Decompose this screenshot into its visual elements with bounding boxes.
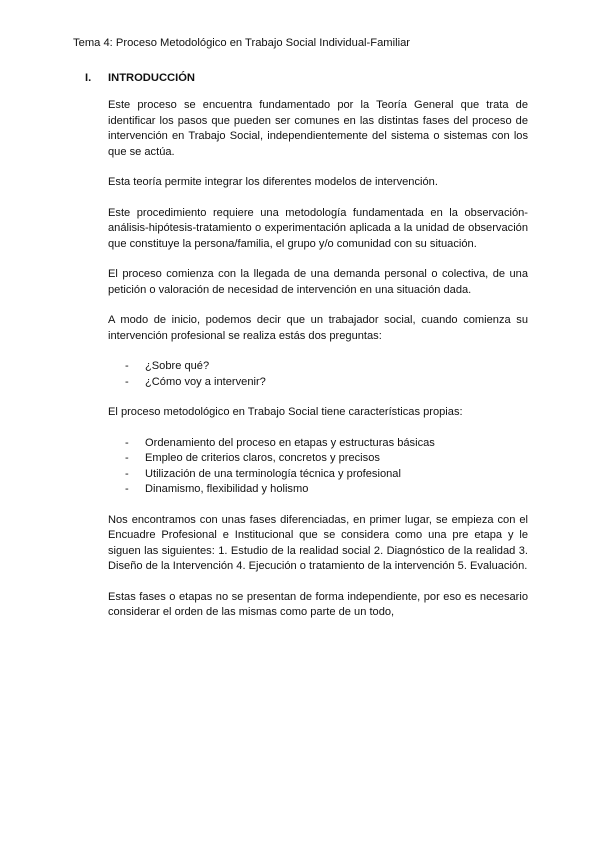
list-item	[108, 467, 528, 483]
dash-bullet: -	[125, 483, 129, 495]
list-item	[108, 375, 528, 391]
questions-list	[108, 359, 528, 390]
list-item	[108, 359, 528, 375]
paragraph-7: Nos encontramos con unas fases diferenciadas, en primer lugar, se empieza con el Encuadre Profesional e Institucional que se considera como una pre etapa y le siguen las siguientes: 1. Estudio de la realidad social 2. Diagnóstico de la realidad 3. Diseño de la Intervención 4. Ejecución o tratamiento de la intervención 5. Evaluación.	[108, 513, 528, 572]
paragraph-3: Este procedimiento requiere una metodología fundamentada en la observación-análisis-hipótesis-tratamiento o experimentación aplicada a la unidad de observación que constituye la persona/familia, el grupo y/o comunidad con su situación.	[108, 206, 528, 250]
dash-bullet: -	[125, 436, 129, 449]
dash-bullet: -	[125, 467, 129, 480]
paragraph-6: El proceso metodológico en Trabajo Social tiene características propias:	[108, 406, 463, 418]
list-item-text: Empleo de criterios claros, concretos y precisos	[145, 452, 380, 464]
section-title: INTRODUCCIÓN	[108, 72, 196, 84]
dash-bullet: -	[125, 452, 129, 464]
list-item-text: Utilización de una terminología técnica y profesional	[145, 467, 401, 480]
paragraph-8: Estas fases o etapas no se presentan de forma independiente, por eso es necesario considerar el orden de las mismas como parte de un todo,	[108, 590, 528, 618]
paragraph-4: El proceso comienza con la llegada de una demanda personal o colectiva, de una petición o valoración de necesidad de intervención en una situación dada.	[108, 268, 528, 296]
section-heading	[85, 71, 195, 85]
dash-bullet: -	[125, 375, 129, 388]
list-item	[108, 451, 528, 467]
list-item-text: Ordenamiento del proceso en etapas y estructuras básicas	[145, 436, 435, 449]
paragraph-5: A modo de inicio, podemos decir que un trabajador social, cuando comienza su intervención profesional se realiza estás dos preguntas:	[108, 314, 528, 342]
paragraph-1: Este proceso se encuentra fundamentado por la Teoría General que trata de identificar los pasos que pueden ser comunes en las distintas fases del proceso de intervención en Trabajo Social, independientemente del sistema o sistemas con los que se actúa.	[108, 99, 528, 158]
section-number: I.	[85, 72, 92, 84]
list-item-text: Dinamismo, flexibilidad y holismo	[145, 483, 309, 495]
list-item	[108, 436, 528, 452]
body-text	[108, 98, 528, 636]
dash-bullet: -	[125, 360, 129, 372]
characteristics-list	[108, 436, 528, 498]
paragraph-2: Esta teoría permite integrar los diferentes modelos de intervención.	[108, 176, 438, 188]
list-item-text: ¿Sobre qué?	[145, 360, 210, 372]
list-item	[108, 482, 528, 498]
list-item-text: ¿Cómo voy a intervenir?	[145, 375, 266, 388]
running-header: Tema 4: Proceso Metodológico en Trabajo Social Individual-Familiar	[73, 37, 411, 49]
